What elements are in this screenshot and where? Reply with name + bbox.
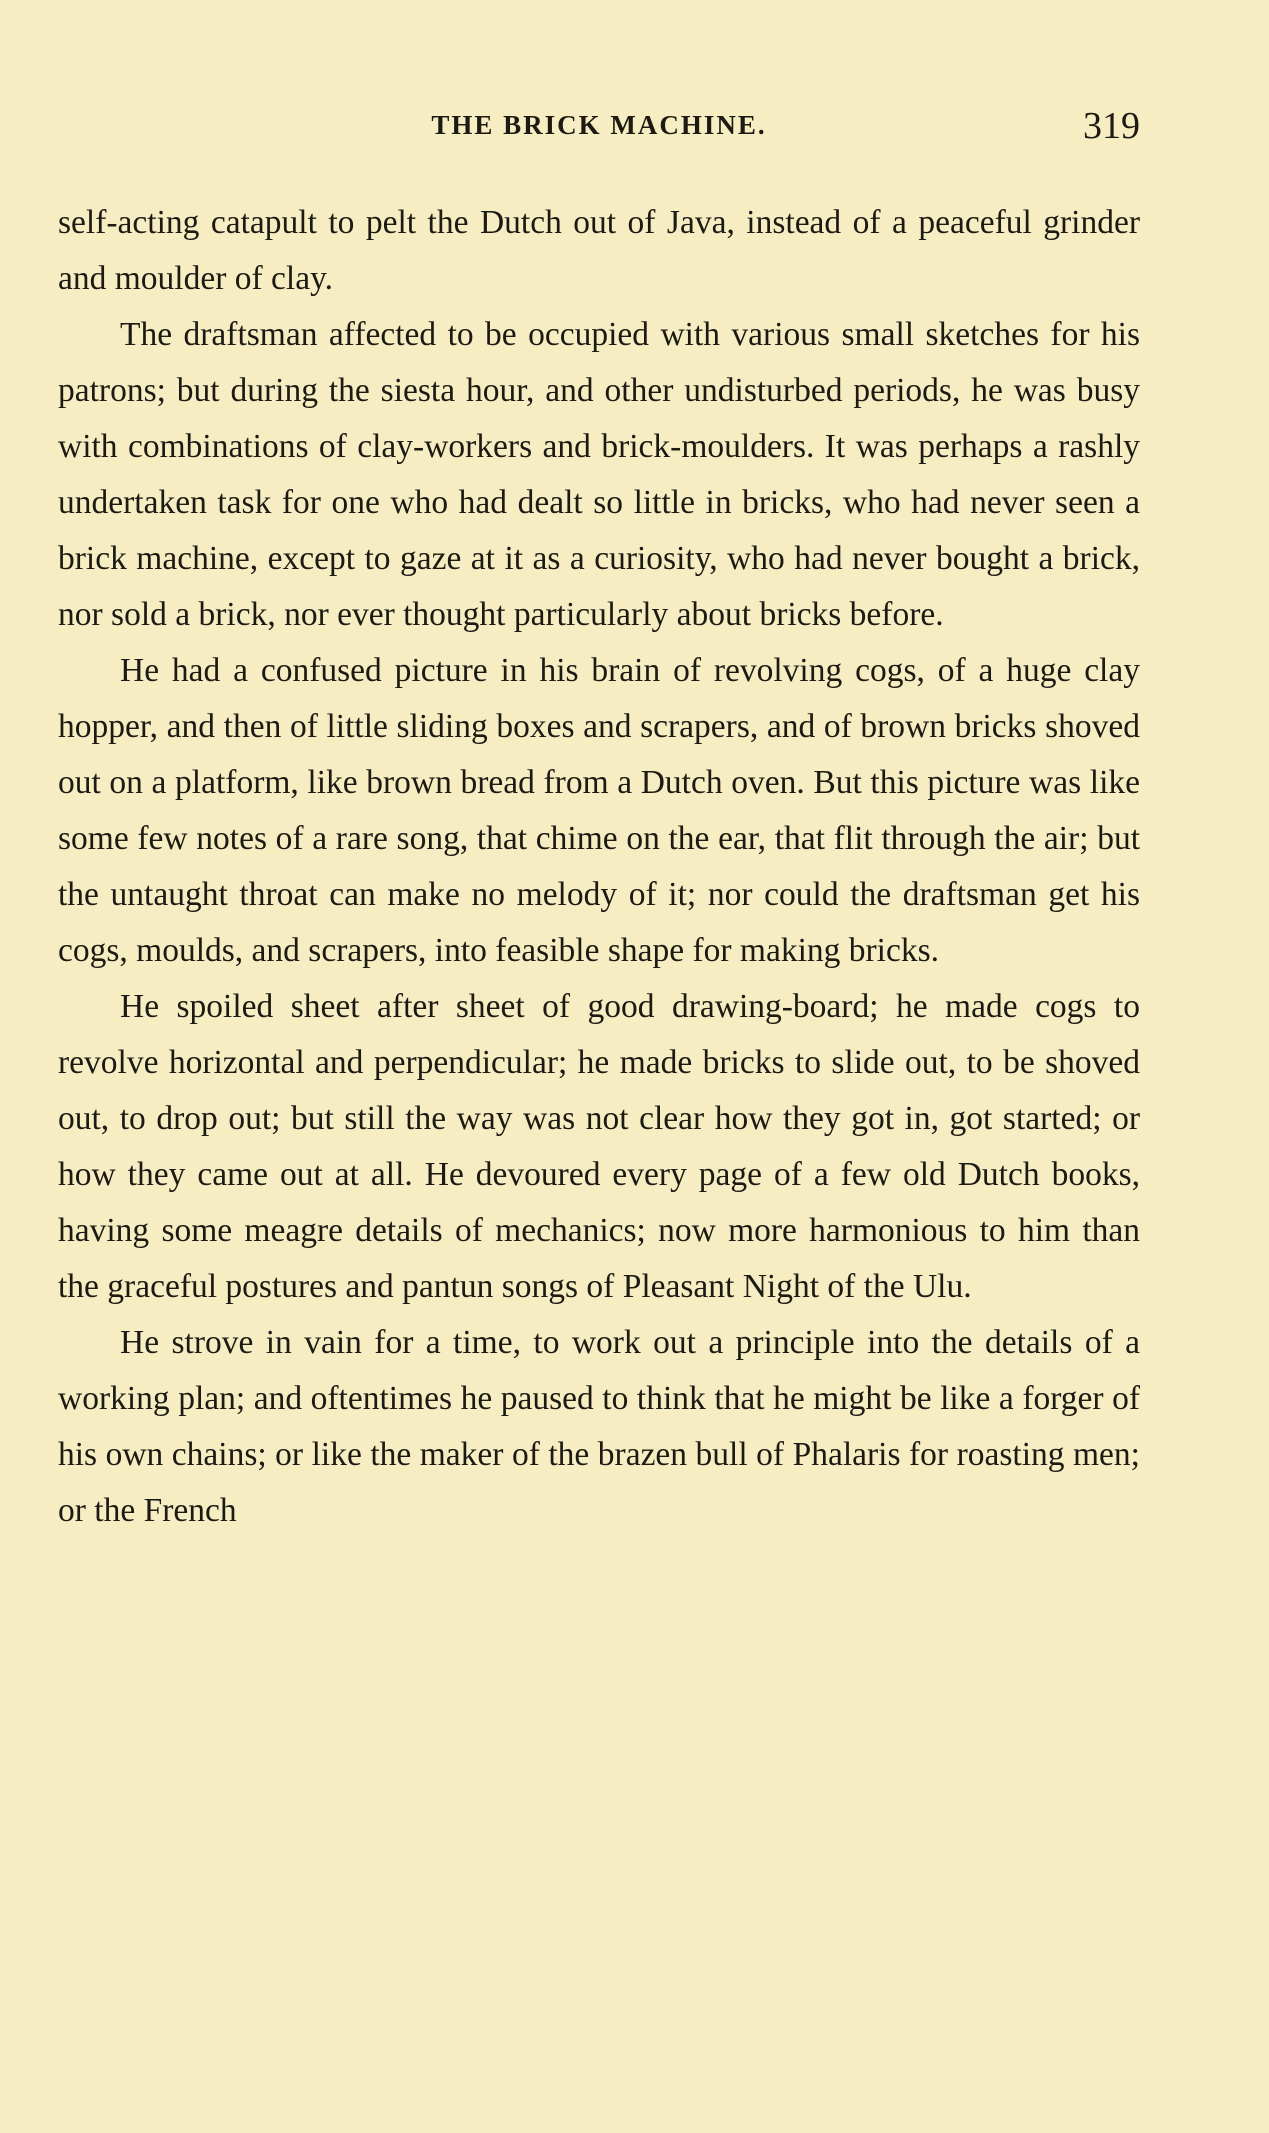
page-header	[58, 104, 1140, 154]
running-head: THE BRICK MACHINE.	[431, 110, 767, 140]
page-number: 319	[1083, 105, 1140, 147]
paragraph-draftsman: The draftsman affected to be occupied with various small sketches for his patrons; but during the siesta hour, and other undisturbed periods, he was busy with combinations of clay-workers and brick-moulders. It was perhaps a rashly undertaken task for one who had dealt so little in bricks, who had never seen a brick machine, except to gaze at it as a curiosity, who had never bought a brick, nor sold a brick, nor ever thought particularly about bricks before.	[58, 316, 1140, 633]
paragraph-confused-picture: He had a confused picture in his brain of revolving cogs, of a huge clay hopper, and then of little sliding boxes and scrapers, and of brown bricks shoved out on a platform, like brown bread from a Dutch oven. But this picture was like some few notes of a rare song, that chime on the ear, that flit through the air; but the untaught throat can make no melody of it; nor could the draftsman get his cogs, moulds, and scrapers, into feasible shape for making bricks.	[58, 652, 1140, 969]
paragraph-drawing-board: He spoiled sheet after sheet of good drawing-board; he made cogs to revolve horizontal and perpendicular; he made bricks to slide out, to be shoved out, to drop out; but still the way was not clear how they got in, got started; or how they came out at all. He devoured every page of a few old Dutch books, having some meagre details of mechanics; now more harmonious to him than the graceful postures and pantun songs of Pleasant Night of the Ulu.	[58, 988, 1140, 1305]
paragraph-strove-in-vain: He strove in vain for a time, to work out a principle into the details of a working plan; and oftentimes he paused to think that he might be like a forger of his own chains; or like the maker of the brazen bull of Phalaris for roasting men; or the French	[58, 1324, 1140, 1529]
paragraph-continuation: self-acting catapult to pelt the Dutch out of Java, instead of a peaceful grinder and moulder of clay.	[58, 204, 1140, 297]
body-text	[58, 195, 1140, 1539]
